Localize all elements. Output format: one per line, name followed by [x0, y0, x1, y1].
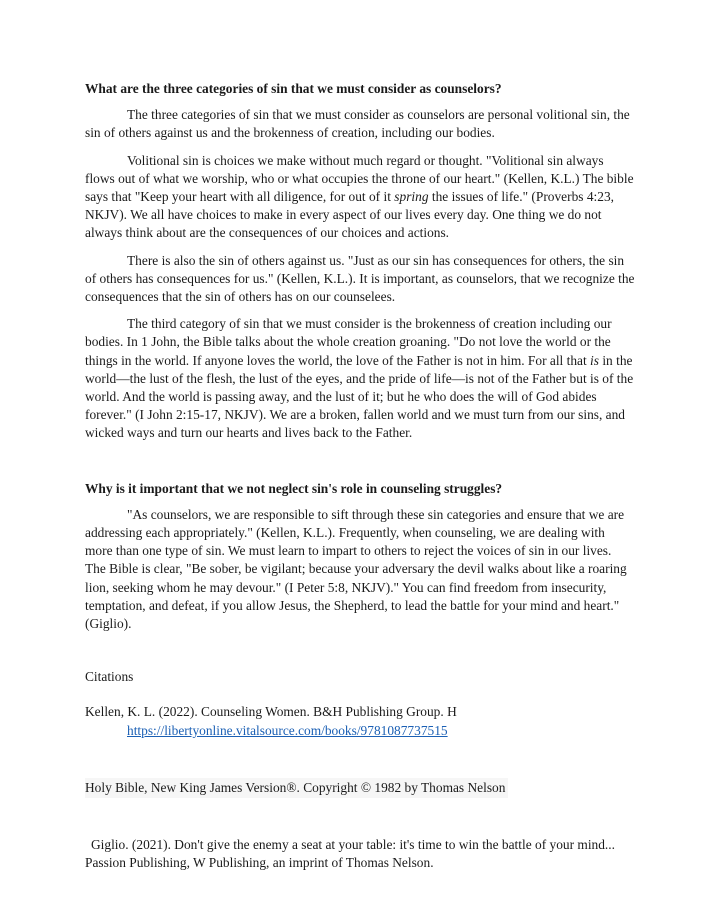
q1-paragraph-2-text-b: the issues of life." (Proverbs 4:23, NKJV). We all have choices to make in every aspect of our lives every day. One thing we do not always think about are the consequences of our choices and actions. — [85, 189, 614, 241]
q1-paragraph-2-text-a: Volitional sin is choices we make without much regard or thought. "Volitional sin always flows out of what we worship, who or what occupies the throne of our heart." (Kellen, K.L.) The bible says that "Keep your heart with all diligence, for out of it — [85, 152, 634, 205]
q1-paragraph-4 — [85, 315, 635, 442]
citation-bible — [85, 778, 635, 798]
q1-paragraph-4-text-b: in the world—the lust of the flesh, the lust of the eyes, and the pride of life—is not of the Father but is of the world. And the world is passing away, and the lust of it; but he who does the will of God abides forever." (I John 2:15-17, NKJV). We are a broken, fallen world and we must turn from our sins, and wicked ways and turn our hearts and lives back to the Father. — [85, 352, 634, 441]
document-page — [85, 80, 635, 873]
citation-gap — [85, 798, 635, 836]
question-2-heading: Why is it important that we not neglect sin's role in counseling struggles? — [85, 480, 503, 496]
citation-kellen-text: Kellen, K. L. (2022). Counseling Women. B&H Publishing Group. H — [85, 704, 457, 720]
q1-paragraph-2 — [85, 152, 635, 243]
q1-paragraph-1: The three categories of sin that we must consider as counselors are personal volitional sin, the sin of others against us and the brokenness of creation, including our bodies. — [85, 107, 630, 141]
q2-paragraph-1: "As counselors, we are responsible to sift through these sin categories and ensure that we are addressing each appropriately." (Kellen, K.L.). Frequently, when counseling, we are dealing with more than one type of sin. We must learn to impart to others to reject the voices of sin in our lives. The Bible is clear, "Be sober, be vigilant; because your adversary the devil walks about like a roaring lion, seeking whom he may devour." (I Peter 5:8, NKJV)." You can find freedom from insecurity, temptation, and defeat, if you allow Jesus, the Shepherd, to lead the battle for your mind and heart." (Giglio). — [85, 506, 627, 632]
citation-kellen-link[interactable]: https://libertyonline.vitalsource.com/books/9781087737515 — [127, 722, 448, 738]
q1-paragraph-3: There is also the sin of others against us. "Just as our sin has consequences for others, the sin of others has consequences for us." (Kellen, K.L.). It is important, as counselors, that we recognize the consequences that the sin of others has on our counselees. — [85, 252, 635, 305]
q1-paragraph-2-italic: spring — [394, 189, 429, 205]
section-spacer — [85, 642, 635, 668]
citation-kellen — [85, 703, 635, 739]
citation-gap — [85, 740, 635, 778]
section-spacer — [85, 452, 635, 480]
q1-paragraph-4-italic: is — [590, 352, 599, 368]
citations-title: Citations — [85, 669, 134, 685]
citation-bible-text: Holy Bible, New King James Version®. Copyright © 1982 by Thomas Nelson — [85, 778, 508, 798]
question-1-heading: What are the three categories of sin that we must consider as counselors? — [85, 81, 502, 96]
q1-paragraph-4-text-a: The third category of sin that we must consider is the brokenness of creation including our bodies. In 1 John, the Bible talks about the whole creation groaning. "Do not love the world or the things in the world. If anyone loves the world, the love of the Father is not in him. For all that — [85, 316, 612, 368]
citation-giglio: Giglio. (2021). Don't give the enemy a seat at your table: it's time to win the battle of your mind... Passion Publishing, W Publishing, an imprint of Thomas Nelson. — [85, 837, 615, 871]
